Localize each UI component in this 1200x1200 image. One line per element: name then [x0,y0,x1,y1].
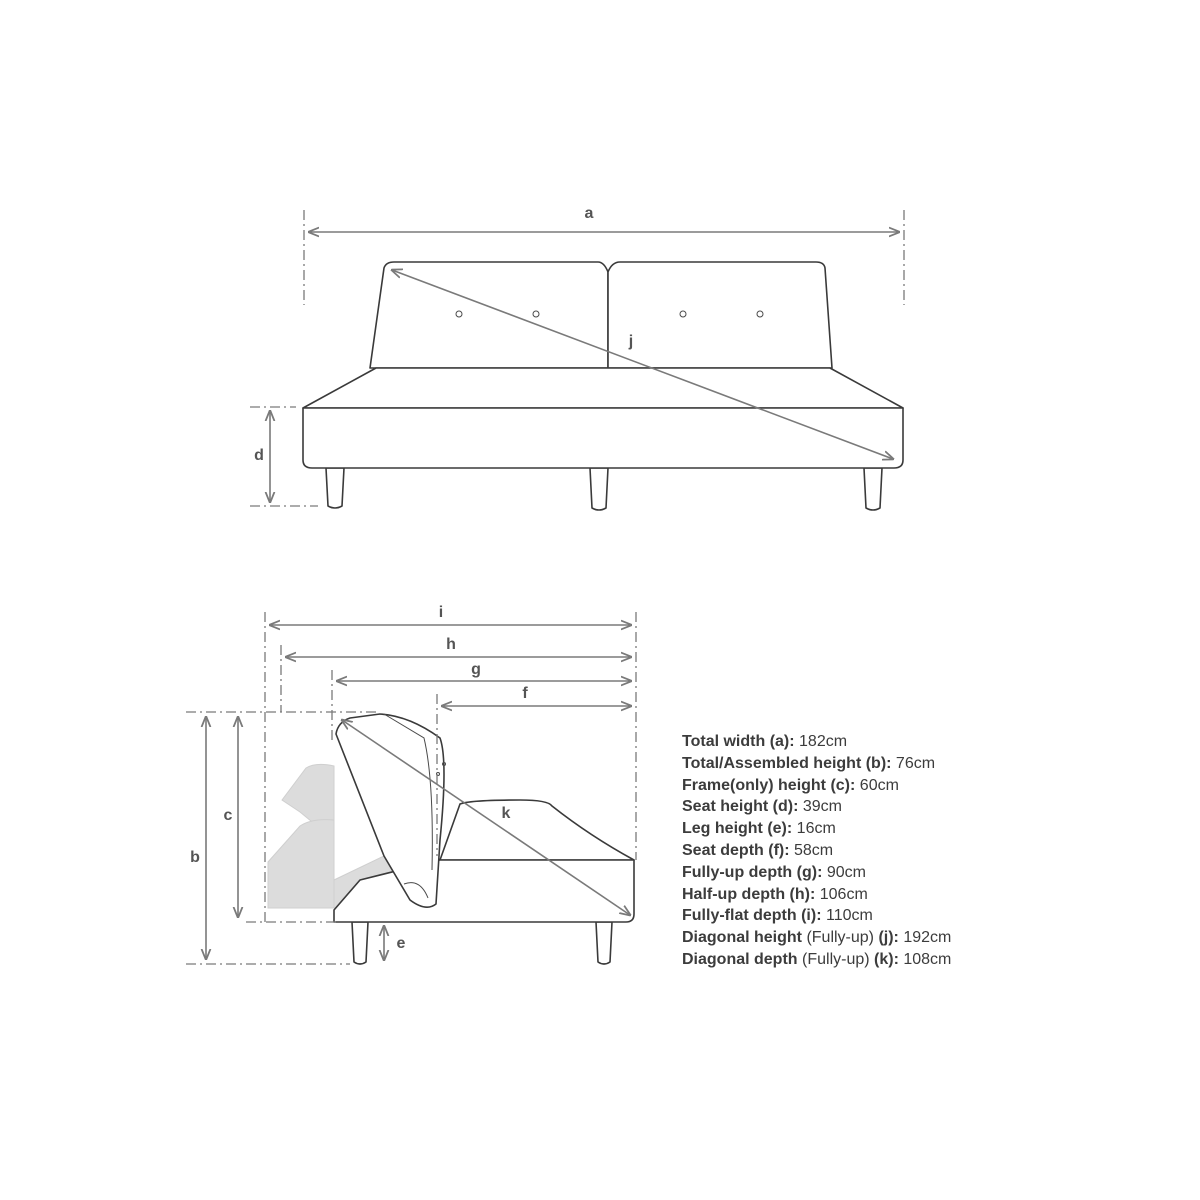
dimension-g-label: g [471,661,481,678]
spec-row: Total/Assembled height (b): 76cm [682,754,936,772]
dimension-j-label: j [628,333,634,350]
side-view-sofa [268,714,634,964]
dimension-k-label: k [501,805,511,822]
spec-row: Seat height (d): 39cm [682,798,843,816]
spec-row: Diagonal height (Fully-up) (j): 192cm [682,929,952,947]
front-leg-right [864,468,882,510]
spec-row: Seat depth (f): 58cm [682,841,834,859]
spec-row: Diagonal depth (Fully-up) (k): 108cm [682,950,952,968]
front-view-sofa [303,262,903,510]
spec-row: Frame(only) height (c): 60cm [682,776,899,794]
front-leg-left [326,468,344,508]
specifications-list [682,731,951,971]
right-back-cushion [608,262,832,368]
front-seat-top [303,368,903,408]
spec-row: Total width (a): 182cm [682,733,848,750]
dimension-h-label: h [446,636,456,653]
dimension-c-label: c [223,807,233,824]
spec-row: Leg height (e): 16cm [682,820,836,838]
side-seat-cushion [440,800,634,860]
dimension-f-label: f [522,685,528,702]
flat-back-ghost [268,820,334,908]
dimension-a-label: a [584,205,594,222]
dimension-i-label: i [438,604,444,621]
front-seat-base [303,408,903,468]
spec-row: Fully-up depth (g): 90cm [682,863,866,881]
dimension-e-label: e [396,935,406,952]
spec-row: Half-up depth (h): 106cm [682,885,868,903]
side-leg-front [352,922,368,964]
front-leg-center [590,468,608,510]
dimension-d-label: d [254,447,264,464]
left-back-cushion [370,262,608,368]
side-leg-back [596,922,612,964]
dimension-b-label: b [190,849,200,866]
spec-row: Fully-flat depth (i): 110cm [682,907,873,925]
